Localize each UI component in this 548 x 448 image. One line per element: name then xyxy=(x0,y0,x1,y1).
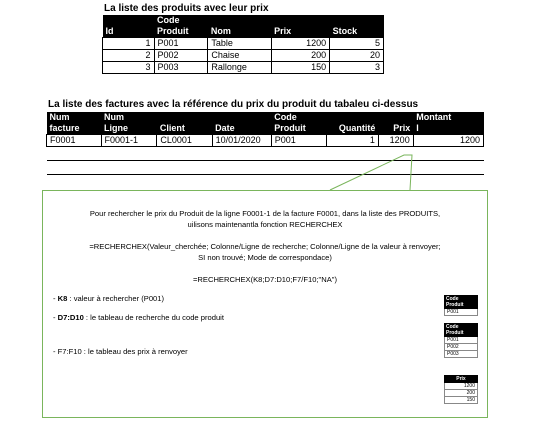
invoices-col-header-line: Code xyxy=(274,112,297,122)
products-cell[interactable]: Table xyxy=(208,38,271,50)
products-cell[interactable]: 1200 xyxy=(271,38,330,50)
formula-callout xyxy=(42,190,488,418)
products-cell[interactable]: P002 xyxy=(154,50,208,62)
invoices-col-header-line: Ligne xyxy=(104,123,129,133)
products-col-stock: Stock xyxy=(330,15,384,38)
invoices-cell[interactable]: 1 xyxy=(326,135,378,147)
mini-a-header: Code Produit xyxy=(444,295,478,309)
products-cell[interactable]: 20 xyxy=(330,50,384,62)
products-cell[interactable]: 150 xyxy=(271,62,330,74)
products-cell[interactable]: 200 xyxy=(271,50,330,62)
mini-a-value: P001 xyxy=(444,309,478,316)
products-col-nom: Nom xyxy=(208,15,271,38)
invoices-col-header-line: l xyxy=(416,123,419,133)
mini-price-list: Prix 1200 200 150 xyxy=(444,375,478,404)
invoices-col-header-line: Num xyxy=(104,112,125,122)
invoices-col-header-line: facture xyxy=(49,123,80,133)
invoices-col-header-line: Montant xyxy=(416,112,452,122)
invoices-col-header-line: Prix xyxy=(393,123,411,133)
invoices-cell[interactable]: 10/01/2020 xyxy=(212,135,271,147)
mini-code-single xyxy=(444,295,478,316)
products-cell[interactable]: 2 xyxy=(103,50,155,62)
mini-code-list: Code Produit P001 P002 P003 xyxy=(444,323,478,358)
invoices-cell[interactable]: CL0001 xyxy=(157,135,212,147)
callout-syntax-line1: =RECHERCHEX(Valeur_cherchée; Colonne/Ligne de recherche; Colonne/Ligne de la valeur à renvoyer; xyxy=(89,242,441,251)
invoices-col-header-line: Produit xyxy=(274,123,306,133)
invoices-cell[interactable]: F0001-1 xyxy=(101,135,157,147)
callout-intro-line2: uilisons maintenantla fonction RECHERCHEX xyxy=(187,220,343,229)
products-cell[interactable]: P001 xyxy=(154,38,208,50)
products-cell[interactable]: 3 xyxy=(330,62,384,74)
products-col-prix: Prix xyxy=(271,15,330,38)
products-cell[interactable]: 1 xyxy=(103,38,155,50)
invoices-col-header-line: Date xyxy=(215,123,235,133)
products-cell[interactable]: Chaise xyxy=(208,50,271,62)
invoices-col-header-line: Client xyxy=(159,123,185,133)
invoices-cell[interactable]: 1200 xyxy=(413,135,483,147)
products-cell[interactable]: 3 xyxy=(103,62,155,74)
callout-f7-line: - F7:F10 : le tableau des prix à renvoyer xyxy=(53,347,188,356)
invoices-title: La liste des factures avec la référence du prix du produit du tabaleu ci-dessus xyxy=(48,99,419,110)
invoices-col-header-line: Num xyxy=(49,112,70,122)
products-col-code-line1: Code xyxy=(157,15,180,25)
products-col-id: Id xyxy=(103,15,155,38)
invoices-cell[interactable]: P001 xyxy=(271,135,326,147)
k8-ref: K8 xyxy=(57,294,68,303)
callout-k8-line: - K8 : valeur à rechercher (P001) xyxy=(53,294,165,303)
products-col-code-line2: Produit xyxy=(157,26,189,36)
callout-syntax-line2: SI non trouvé; Mode de correspondace) xyxy=(198,253,332,262)
mini-b-header: Code Produit xyxy=(444,323,478,337)
callout-formula: =RECHERCHEX(K8;D7:D10;F7/F10;"NA") xyxy=(192,275,338,284)
callout-d7-line: - D7:D10 : le tableau de recherche du code produit xyxy=(53,313,224,322)
products-title: La liste des produits avec leur prix xyxy=(104,3,269,14)
products-cell[interactable]: 5 xyxy=(330,38,384,50)
callout-intro-line1: Pour rechercher le prix du Produit de la ligne F0001-1 de la facture F0001, dans la liste des PRODUITS, xyxy=(89,209,441,218)
d7-ref: D7:D10 xyxy=(57,313,84,322)
products-cell[interactable]: P003 xyxy=(154,62,208,74)
invoices-cell[interactable]: 1200 xyxy=(378,135,413,147)
mini-c-header: Prix xyxy=(444,375,478,383)
invoices-col-header-line: Quantité xyxy=(338,123,376,133)
products-cell[interactable]: Rallonge xyxy=(208,62,271,74)
invoices-cell[interactable]: F0001 xyxy=(47,135,102,147)
